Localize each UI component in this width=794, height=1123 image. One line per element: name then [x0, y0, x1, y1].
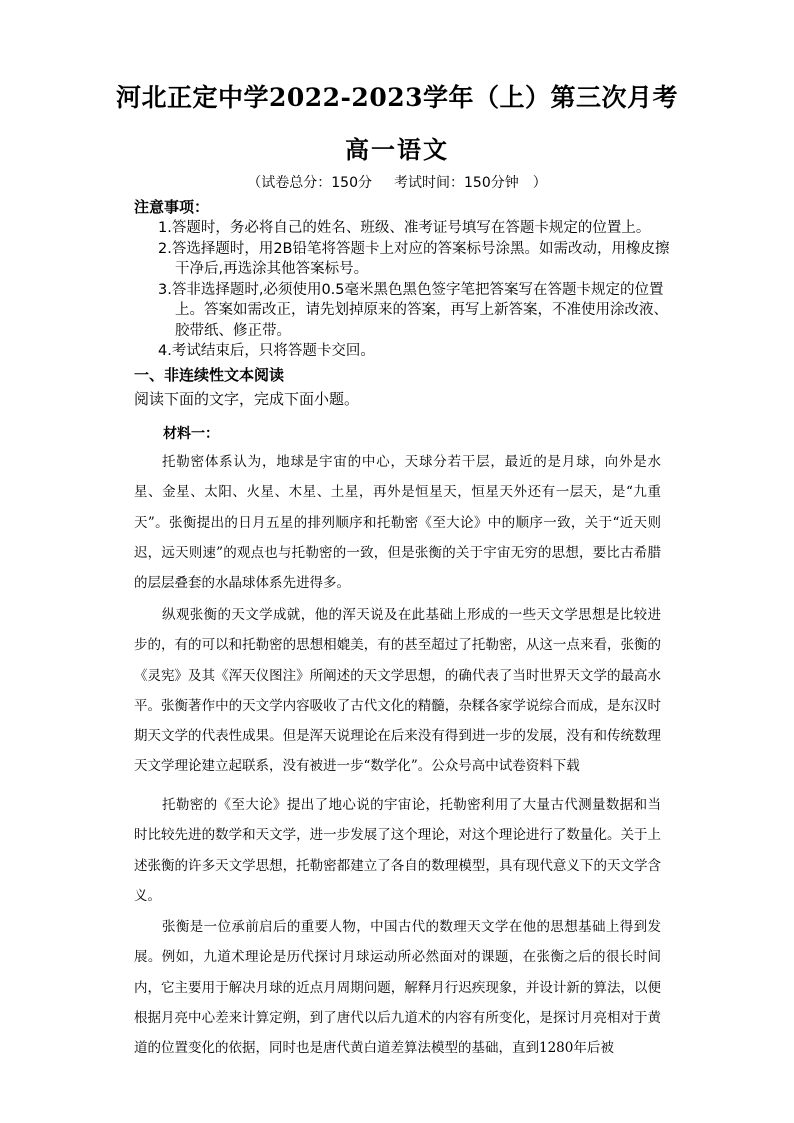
reading-paragraph [134, 447, 661, 598]
paragraph-text: 托勒密的《至大论》提出了地心说的宇宙论，托勒密利用了大量古代测量数据和当时比较先进的数学和天文学，进一步发展了这个理论，对这个理论进行了数量化。关于上述张衡的许多天文学思想，托勒密都建立了各自的数理模型，具有现代意义下的天文学含义。 [134, 797, 661, 904]
reading-paragraph [134, 790, 661, 911]
notice-item: 4.考试结束后，只将答题卡交回。 [158, 343, 375, 359]
notice-item: 3.答非选择题时,必须使用0.5毫米黑色黑色签字笔把答案写在答题卡规定的位置上。答案如需改正，请先划掉原来的答案，再写上新答案，不准使用涂改液、胶带纸、修正带。 [158, 281, 668, 339]
paragraph-text: 纵观张衡的天文学成就，他的浑天说及在此基础上形成的一些天文学思想是比较进步的，有的可以和托勒密的思想相媲美，有的甚至超过了托勒密，从这一点来看，张衡的《灵宪》及其《浑天仪图注》所阐述的天文学思想，的确代表了当时世界天文学的最高水平。张衡著作中的天文学内容吸收了古代文化的精髓，杂糅各家学说综合而成，是东汉时期天文学的代表性成果。但是浑天说理论在后来没有得到进一步的发展，没有和传统数理天文学理论建立起联系，没有被进一步“数学化”。公众号高中试卷资料下载 [134, 607, 661, 775]
notice-item: 2.答选择题时，用2B铅笔将答题卡上对应的答案标号涂黑。如需改动，用橡皮擦干净后,再选涂其他答案标号。 [158, 240, 670, 277]
notice-heading: 注意事项： [134, 198, 210, 216]
reading-paragraph [134, 912, 661, 1063]
exam-title: 河北正定中学2022-2023学年（上）第三次月考 [115, 83, 679, 112]
notice-item: 1.答题时，务必将自己的姓名、班级、准考证号填写在答题卡规定的位置上。 [158, 220, 651, 236]
exam-total-score: （试卷总分：150分 [247, 175, 372, 191]
paragraph-text: 托勒密体系认为，地球是宇宙的中心，天球分若干层，最近的是月球，向外是水星、金星、太阳、火星、木星、土星，再外是恒星天，恒星天外还有一层天，是“九重天”。张衡提出的日月五星的排列顺序和托勒密《至大论》中的顺序一致，关于“近天则迟，远天则速”的观点也与托勒密的一致，但是张衡的关于宇宙无穷的思想，要比古希腊的层层叠套的水晶球体系先进得多。 [134, 454, 661, 592]
section-heading: 一、非连续性文本阅读 [134, 366, 285, 384]
reading-paragraph [134, 600, 661, 782]
paragraph-text: 张衡是一位承前启后的重要人物，中国古代的数理天文学在他的思想基础上得到发展。例如，九道术理论是历代探讨月球运动所必然面对的课题，在张衡之后的很长时间内，它主要用于解决月球的近点月周期问题，解释月行迟疾现象，并设计新的算法，以便根据月亮中心差来计算定朔，到了唐代以后九道术的内容有所变化，是探讨月亮相对于黄道的位置变化的依据，同时也是唐代黄白道差算法模型的基础，直到1280年后被 [134, 919, 661, 1057]
exam-time: 考试时间：150分钟 ） [394, 175, 547, 191]
notice-list [158, 218, 678, 362]
section-instruction: 阅读下面的文字，完成下面小题。 [134, 390, 360, 408]
material-label: 材料一： [163, 426, 219, 442]
exam-subject: 高一语文 [345, 135, 449, 164]
exam-info [0, 172, 794, 192]
